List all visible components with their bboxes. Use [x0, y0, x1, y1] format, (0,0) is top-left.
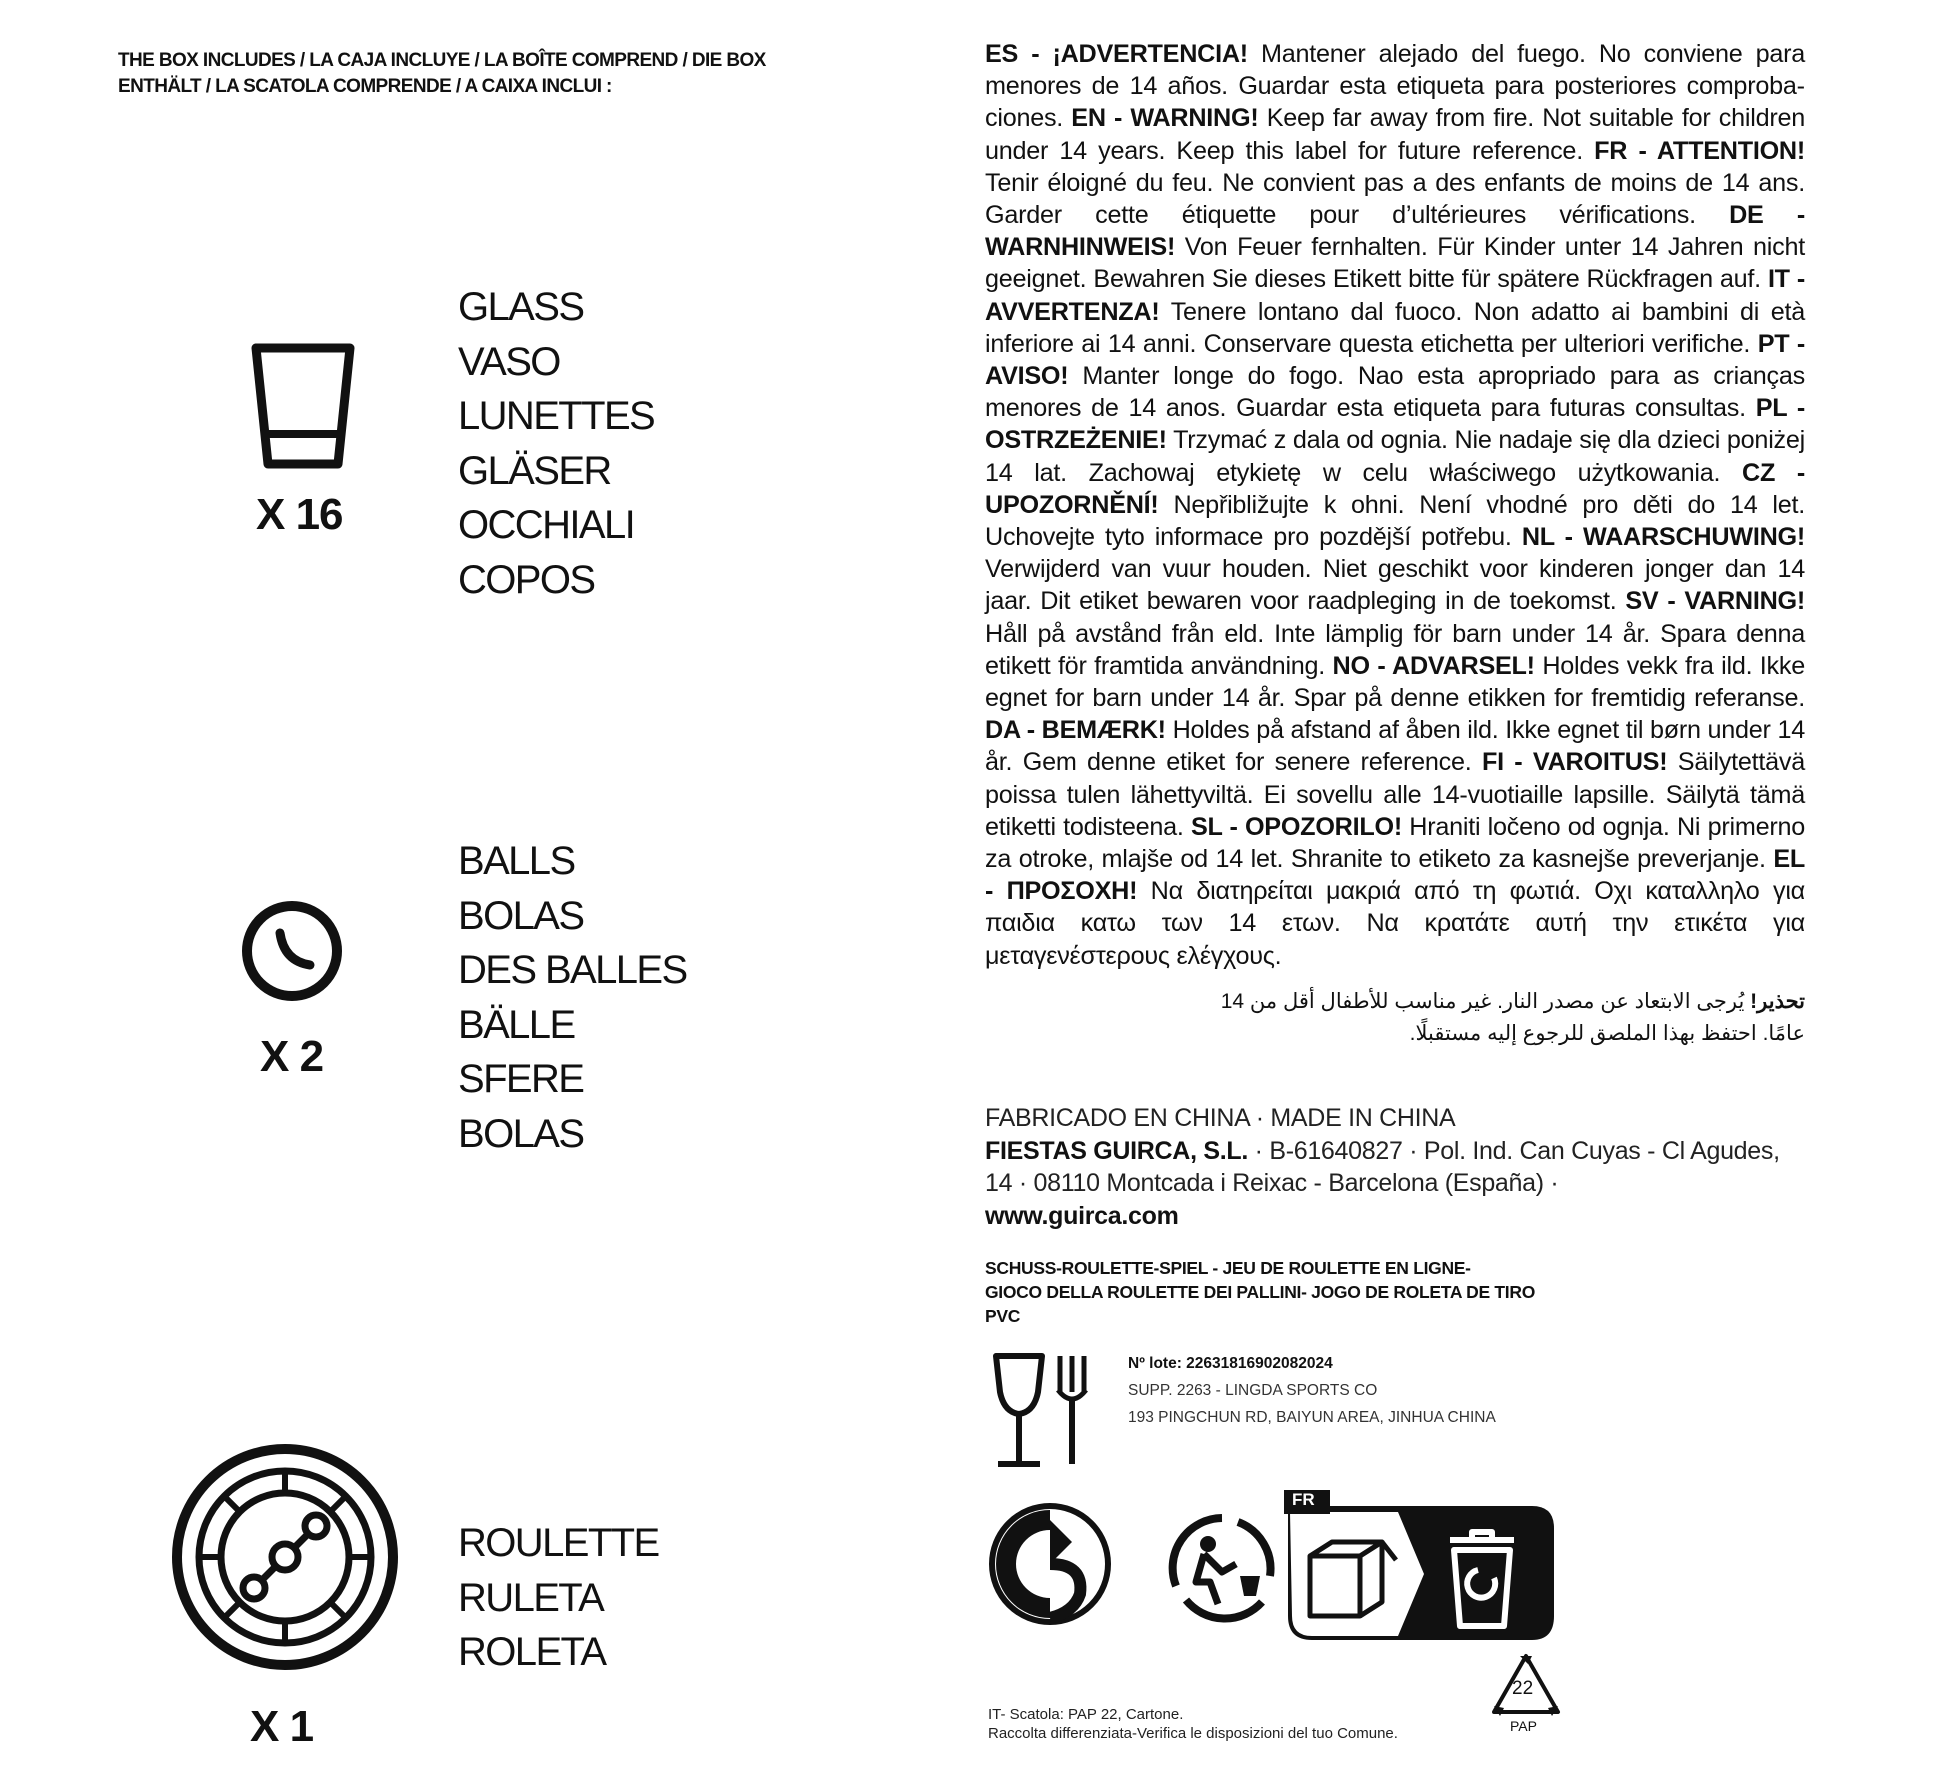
- warning-text-sl: Hraniti ločeno od ognja. Ni primerno za otroke, mlajše od 14 let. Shranite to etiketo za kasnejše preverjanje.: [985, 812, 1805, 874]
- item-name: BOLAS: [458, 893, 584, 938]
- item-names-roulette: [458, 1516, 659, 1680]
- material-line: PVC: [985, 1306, 1021, 1326]
- lot-number: Nº lote: 22631816902082024: [1128, 1355, 1333, 1372]
- sorting-info-panel: [1282, 1484, 1558, 1644]
- item-names-glasses: [458, 280, 654, 607]
- warning-text-cz: Nepřibližujte k ohni. Není vhodné pro děti do 14 let. Uchovejte tyto informace pro pozdější potřebu.: [985, 490, 1805, 552]
- warning-label-ar: تحذير!: [1750, 990, 1805, 1013]
- item-name: OCCHIALI: [458, 503, 635, 547]
- recycling-material: PAP: [1510, 1718, 1537, 1734]
- item-quantity-roulette: X 1: [250, 1702, 314, 1751]
- warning-text-it: Tenere lontano dal fuoco. Non adatto ai bambini di età inferiore ai 14 anni. Conservare questa etichetta per ulteriori verifiche.: [985, 297, 1805, 358]
- warning-text-fi: Säilytettävä poissa tulen lähettyviltä. Ei sovellu alle 14-vuotiaille lapsille. Säilytä tämä etiketti todisteena.: [985, 748, 1806, 841]
- warning-text-pt: Manter longe do fogo. Nao esta apropriado para as crianças menores de 14 anos. Guardar esta etiqueta para futuras consultas.: [985, 362, 1805, 423]
- triman-badge: FR: [1292, 1490, 1315, 1509]
- supplier-address: 193 PINGCHUN RD, BAIYUN AREA, JINHUA CHINA: [1128, 1409, 1496, 1426]
- company-website[interactable]: www.guirca.com: [985, 1201, 1179, 1230]
- warning-text-ar: يُرجى الابتعاد عن مصدر النار. غير مناسب للأطفال أقل من 14 عامًا. احتفظ بهذا الملصق للرجوع إليه مستقبلًا.: [1220, 990, 1805, 1045]
- warning-text-sv: Håll på avstånd från eld. Inte lämplig för barn under 14 år. Spara denna etikett för framtida användning.: [985, 619, 1805, 680]
- warning-label-cz: CZ - UPOZORNĚNÍ!: [985, 458, 1805, 519]
- item-quantity-balls: X 2: [260, 1032, 324, 1081]
- company-address-text: · B-61640827 · Pol. Ind. Can Cuyas - Cl Agudes, 14 · 08110 Montcada i Reixac - Barcelona (España) ·: [985, 1136, 1780, 1197]
- warning-text-no: Holdes vekk fra ild. Ikke egnet for barn under 14 år. Spar på denne etikken for fremtidig referanse.: [985, 651, 1806, 713]
- warning-label-fr: FR - ATTENTION!: [1594, 136, 1805, 165]
- warning-text-nl: Verwijderd van vuur houden. Niet geschikt voor kinderen jonger dan 14 jaar. Dit etiket bewaren voor raadpleging in de toekomst.: [985, 555, 1805, 616]
- recycling-note: [988, 1705, 1508, 1743]
- warning-label-es: ES - ¡ADVERTENCIA!: [985, 40, 1248, 68]
- box-includes-line-1: THE BOX INCLUDES / LA CAJA INCLUYE / LA BOÎTE COMPREND / DIE BOX: [118, 50, 766, 71]
- warning-label-sl: SL - OPOZORILO!: [1190, 812, 1402, 841]
- triman-icon: [1166, 1512, 1278, 1624]
- warning-label-no: NO - ADVARSEL!: [1332, 651, 1535, 680]
- warning-label-it: IT - AVVERTENZA!: [985, 265, 1805, 326]
- item-name: ROLETA: [458, 1630, 606, 1674]
- food-contact-glass-fork-icon: [990, 1352, 1094, 1470]
- warning-label-en: EN - WARNING!: [1071, 104, 1259, 133]
- item-name: BALLS: [458, 839, 575, 883]
- warning-label-nl: NL - WAARSCHUWING!: [1521, 523, 1805, 552]
- company-name: FIESTAS GUIRCA, S.L.: [985, 1136, 1248, 1165]
- item-name: GLASS: [458, 285, 584, 329]
- item-name: BOLAS: [458, 1111, 584, 1156]
- recycling-note-line: IT- Scatola: PAP 22, Cartone.: [988, 1706, 1184, 1723]
- warning-label-pl: PL - OSTRZEŻENIE!: [985, 394, 1805, 455]
- warning-text-el: Να διατηρείται μακριά από τη φωτιά. Οχι καταλληλο για παιδια κατω των 14 ετων. Να κρατάτε αυτή την ετικέτα για μεταγενέστερους ελέγχους.: [985, 877, 1805, 970]
- recycling-note-line: Raccolta differenziata-Verifica le disposizioni del tuo Comune.: [988, 1725, 1398, 1742]
- item-name: BÄLLE: [458, 1002, 575, 1047]
- item-name: DES BALLES: [458, 948, 687, 992]
- item-name: GLÄSER: [458, 448, 611, 493]
- box-includes-line-2: ENTHÄLT / LA SCATOLA COMPRENDE / A CAIXA INCLUI :: [118, 76, 612, 97]
- warning-text-es: Mantener alejado del fuego. No conviene para menores de 14 años. Guardar esta etiqueta para posteriores comprobaciones.: [985, 40, 1805, 133]
- warning-text-pl: Trzymać z dala od ognia. Nie nadaje się dla dzieci poniżej 14 lat. Zachowaj etykietę w celu właściwego użytkowania.: [985, 426, 1805, 487]
- item-name: ROULETTE: [458, 1521, 659, 1565]
- recycling-code: 22: [1512, 1678, 1534, 1699]
- safety-warnings: [985, 38, 1805, 972]
- warning-text-de: Von Feuer fernhalten. Für Kinder unter 14 Jahren nicht geeignet. Bewahren Sie dieses Etikett bitte für spätere Rückfragen auf.: [985, 233, 1805, 294]
- product-names: [985, 1256, 1805, 1328]
- warning-label-el: EL - ΠΡΟΣΟΧΗ!: [985, 845, 1805, 906]
- item-name: SFERE: [458, 1057, 584, 1101]
- warning-label-fi: FI - VAROITUS!: [1481, 748, 1668, 777]
- roulette-wheel-icon: [170, 1442, 400, 1672]
- item-name: LUNETTES: [458, 394, 655, 438]
- warning-text-da: Holdes på afstand af åben ild. Ikke egnet til børn under 14 år. Gem denne etiket for senere reference.: [985, 716, 1805, 777]
- warning-label-pt: PT - AVISO!: [985, 329, 1805, 391]
- product-name-line: GIOCO DELLA ROULETTE DEI PALLINI- JOGO DE ROLETA DE TIRO: [985, 1282, 1536, 1302]
- ball-icon: [240, 899, 344, 1003]
- warning-label-da: DA - BEMÆRK!: [985, 716, 1166, 745]
- green-dot-icon: [988, 1502, 1112, 1626]
- item-name: VASO: [458, 339, 560, 384]
- box-includes-heading: [118, 48, 798, 100]
- company-address: [985, 1135, 1805, 1200]
- item-names-balls: [458, 834, 687, 1161]
- manufacturer-info: [985, 1102, 1805, 1232]
- item-name: RULETA: [458, 1575, 604, 1620]
- shot-glass-icon: [250, 342, 356, 470]
- warning-label-de: DE - WARNHINWEIS!: [985, 201, 1806, 262]
- lot-info: [1128, 1350, 1648, 1431]
- warning-arabic: [1200, 986, 1805, 1050]
- item-quantity-glasses: X 16: [256, 490, 343, 539]
- supplier-name: SUPP. 2263 - LINGDA SPORTS CO: [1128, 1382, 1378, 1399]
- item-name: COPOS: [458, 557, 595, 602]
- warning-text-fr: Tenir éloigné du feu. Ne convient pas a des enfants de moins de 14 ans. Garder cette étiquette pour d’ultérieures vérifications.: [985, 168, 1805, 230]
- made-in-line: FABRICADO EN CHINA · MADE IN CHINA: [985, 1104, 1456, 1132]
- warning-label-sv: SV - VARNING!: [1625, 587, 1806, 616]
- product-name-line: SCHUSS-ROULETTE-SPIEL - JEU DE ROULETTE EN LIGNE-: [985, 1258, 1471, 1278]
- warning-text-en: Keep far away from fire. Not suitable for children under 14 years. Keep this label for future reference.: [985, 104, 1805, 165]
